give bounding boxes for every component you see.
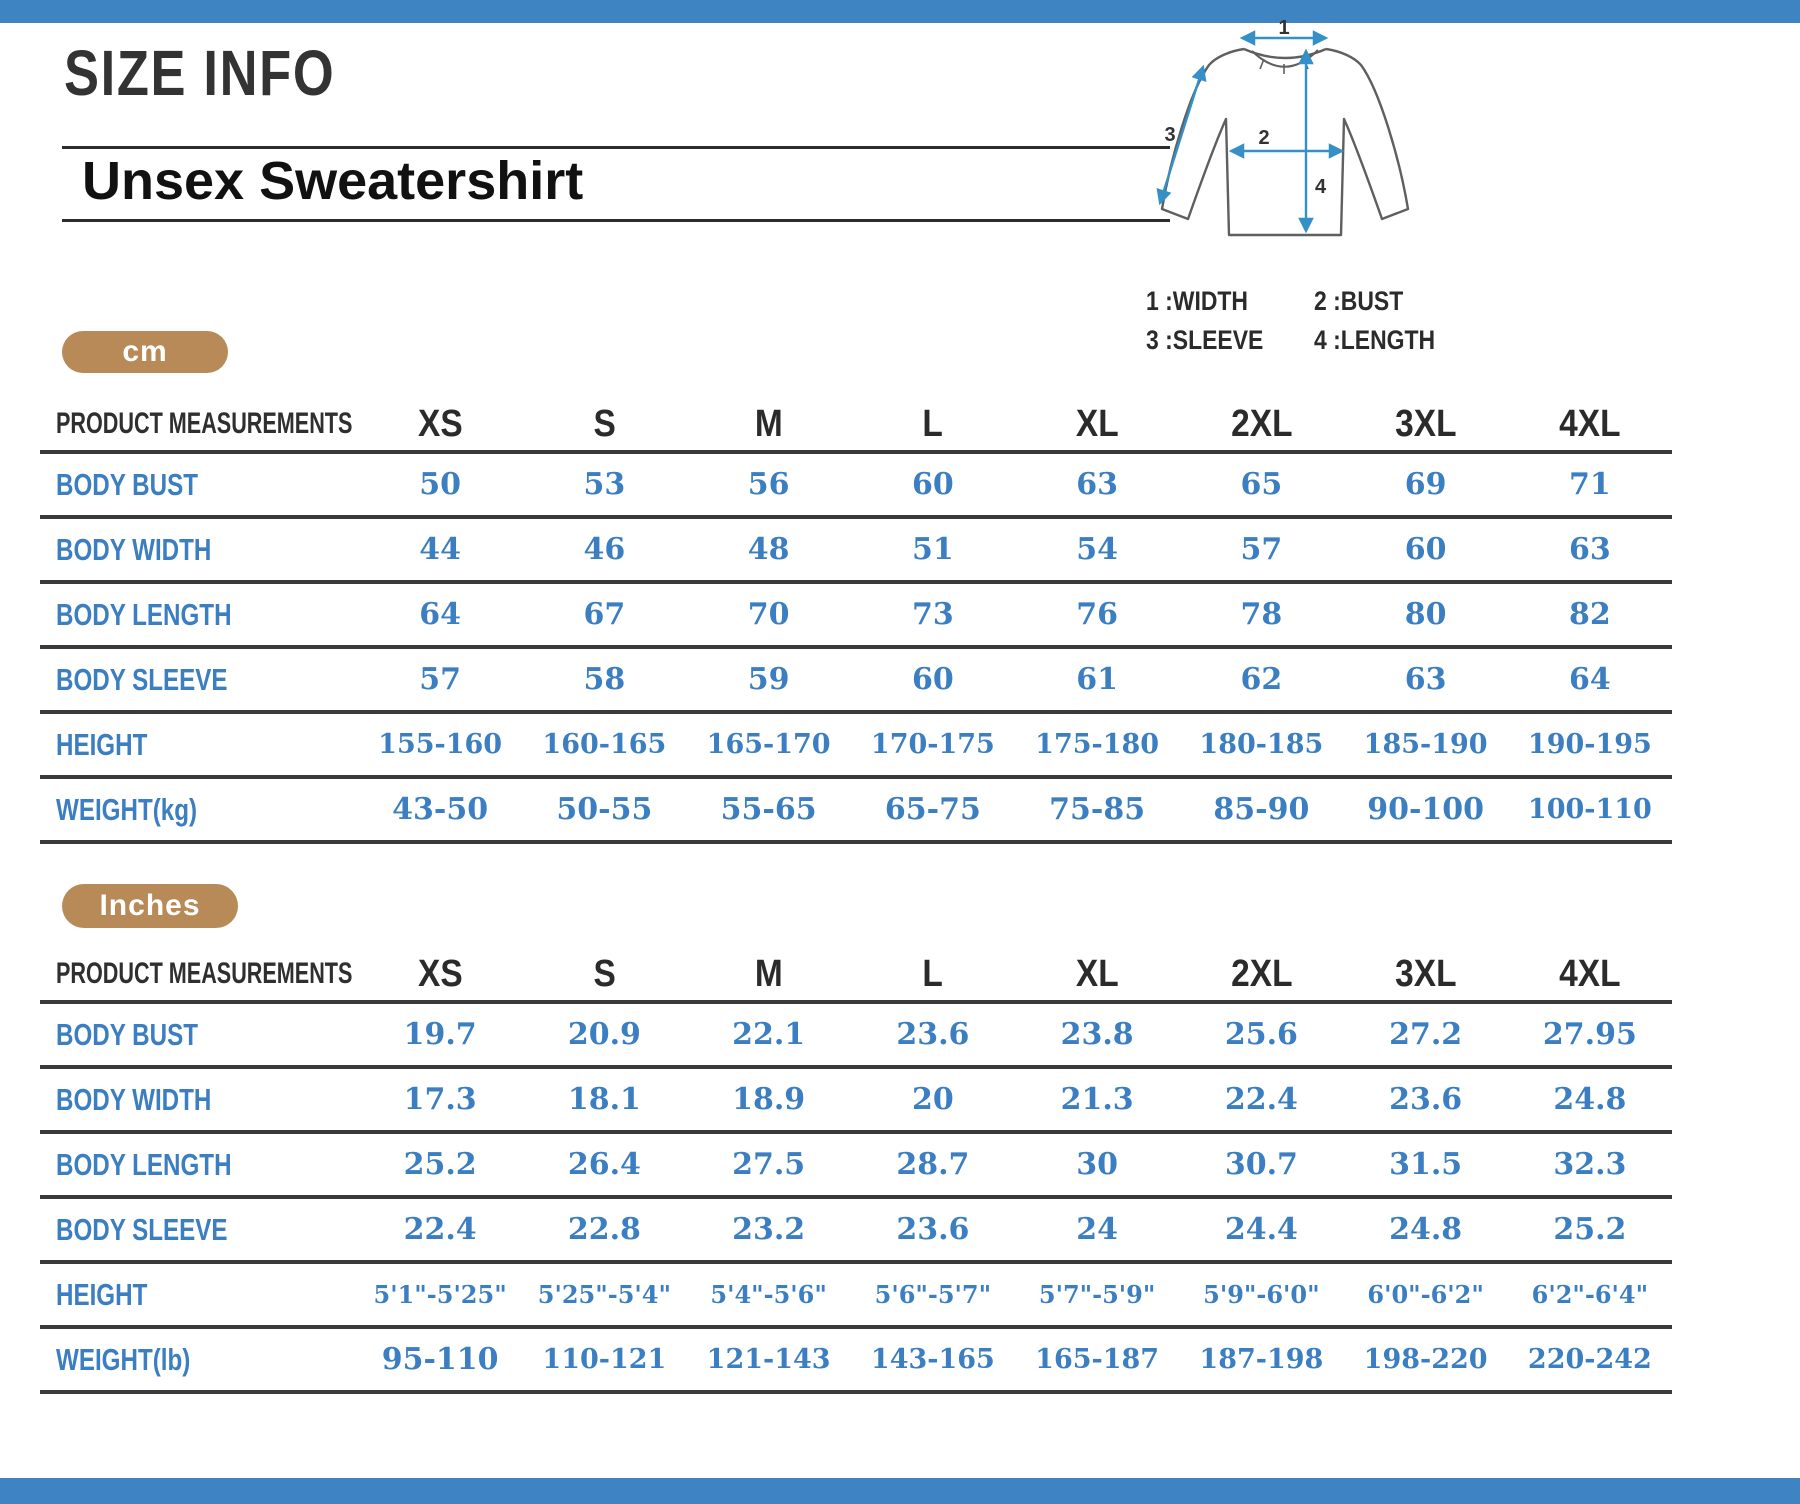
size-column-header: L: [922, 952, 944, 995]
row-label: HEIGHT: [56, 1276, 148, 1312]
measurement-value: 30: [1076, 1147, 1118, 1182]
row-label: BODY BUST: [56, 1016, 198, 1052]
measurement-value: 50: [419, 467, 461, 502]
measurement-value: 63: [1569, 532, 1611, 567]
measurement-value: 67: [583, 597, 626, 632]
size-column-header: XL: [1075, 402, 1119, 445]
size-column-header: M: [754, 952, 783, 995]
measurement-value: 80: [1404, 597, 1447, 632]
size-table-inches: [40, 948, 1672, 1394]
page-title: SIZE INFO: [64, 37, 336, 109]
table-row: [40, 1067, 1672, 1132]
measurement-value: 48: [747, 532, 790, 567]
measurement-value: 28.7: [896, 1147, 970, 1182]
measurement-value: 143-165: [870, 1344, 995, 1375]
size-column-header: S: [593, 952, 616, 995]
measurement-value: 18.1: [567, 1082, 641, 1117]
measurement-value: 180-185: [1199, 729, 1324, 760]
size-column-header: 2XL: [1230, 952, 1293, 995]
measurement-value: 57: [1240, 532, 1283, 567]
measurement-value: 23.2: [732, 1212, 806, 1247]
measurement-value: 17.3: [403, 1082, 477, 1117]
measurement-value: 23.6: [896, 1017, 970, 1052]
measurement-value: 121-143: [706, 1344, 831, 1375]
sweatshirt-diagram: [1112, 20, 1448, 276]
unit-badge-cm: cm: [62, 331, 228, 373]
measurement-value: 78: [1240, 597, 1283, 632]
measurement-value: 110-121: [542, 1344, 667, 1375]
measurement-value: 20.9: [567, 1017, 641, 1052]
measurement-value: 175-180: [1035, 729, 1160, 760]
measurement-value: 31.5: [1389, 1147, 1463, 1182]
measurement-legend: [1146, 286, 1457, 356]
measurement-value: 60: [1404, 532, 1447, 567]
measurement-value: 25.6: [1224, 1017, 1298, 1052]
size-table-cm: [40, 398, 1672, 844]
measurement-value: 63: [1076, 467, 1118, 502]
measurement-value: 57: [419, 662, 461, 697]
row-label: BODY WIDTH: [56, 1081, 212, 1117]
measurement-value: 6'0"-6'2": [1367, 1280, 1484, 1309]
arrow-label-4: 4: [1315, 176, 1327, 198]
measurement-value: 26.4: [567, 1147, 641, 1182]
size-column-header: XS: [417, 402, 463, 445]
measurement-value: 46: [583, 532, 626, 567]
measurement-value: 63: [1404, 662, 1447, 697]
measurement-value: 198-220: [1363, 1344, 1488, 1375]
row-label: BODY SLEEVE: [56, 661, 228, 697]
measurement-value: 65-75: [884, 792, 981, 827]
measurement-value: 6'2"-6'4": [1531, 1280, 1649, 1309]
measurement-value: 5'7"-5'9": [1038, 1280, 1156, 1309]
table-row: [40, 1327, 1672, 1392]
table-row: [40, 712, 1672, 777]
measurement-value: 24.8: [1553, 1082, 1627, 1117]
measurement-value: 24: [1076, 1212, 1118, 1247]
measurement-value: 24.8: [1389, 1212, 1463, 1247]
measurement-value: 19.7: [403, 1017, 477, 1052]
measurement-value: 76: [1076, 597, 1118, 632]
measurement-value: 82: [1569, 597, 1611, 632]
measurement-value: 170-175: [870, 729, 995, 760]
table-header-label: PRODUCT MEASUREMENTS: [56, 407, 353, 440]
measurement-value: 54: [1076, 532, 1118, 567]
measurement-value: 75-85: [1049, 792, 1146, 827]
measurement-value: 50-55: [556, 792, 653, 827]
legend-item-length: 4 :LENGTH: [1314, 325, 1436, 355]
table-row: [40, 777, 1672, 842]
measurement-value: 70: [747, 597, 790, 632]
measurement-value: 23.6: [1389, 1082, 1463, 1117]
row-label: WEIGHT(lb): [56, 1341, 191, 1377]
table-row: [40, 1132, 1672, 1197]
measurement-value: 5'4"-5'6": [710, 1280, 827, 1309]
measurement-value: 22.8: [567, 1212, 641, 1247]
table-row: [40, 1002, 1672, 1067]
size-column-header: 3XL: [1394, 952, 1457, 995]
measurement-value: 22.4: [1224, 1082, 1298, 1117]
measurement-value: 27.5: [732, 1147, 806, 1182]
sweatshirt-measurement-drawing: [1112, 20, 1448, 276]
measurement-value: 22.4: [403, 1212, 477, 1247]
measurement-value: 25.2: [403, 1147, 477, 1182]
size-column-header: XS: [417, 952, 463, 995]
unit-badge-inches: Inches: [62, 884, 238, 928]
table-row: [40, 647, 1672, 712]
measurement-value: 220-242: [1527, 1344, 1652, 1375]
measurement-value: 25.2: [1553, 1212, 1627, 1247]
measurement-value: 44: [419, 532, 461, 567]
measurement-value: 64: [419, 597, 461, 632]
measurement-value: 165-187: [1035, 1344, 1160, 1375]
row-label: HEIGHT: [56, 726, 148, 762]
size-column-header: 2XL: [1230, 402, 1293, 445]
row-label: BODY SLEEVE: [56, 1211, 228, 1247]
row-label: BODY BUST: [56, 466, 198, 502]
arrow-label-1: 1: [1278, 20, 1290, 39]
measurement-value: 58: [583, 662, 626, 697]
measurement-value: 187-198: [1199, 1344, 1324, 1375]
measurement-value: 56: [747, 467, 790, 502]
arrow-label-3: 3: [1164, 124, 1176, 146]
size-column-header: S: [593, 402, 616, 445]
table-row: [40, 517, 1672, 582]
legend-item-width: 1 :WIDTH: [1146, 286, 1248, 316]
measurement-value: 21.3: [1060, 1082, 1134, 1117]
measurement-value: 24.4: [1224, 1212, 1298, 1247]
measurement-value: 73: [912, 597, 954, 632]
bottom-border-bar: [0, 1478, 1800, 1504]
table-row: [40, 1262, 1672, 1327]
table-row: [40, 452, 1672, 517]
measurement-value: 160-165: [542, 729, 667, 760]
measurement-value: 23.8: [1060, 1017, 1134, 1052]
top-border-bar: [0, 0, 1800, 23]
measurement-value: 85-90: [1213, 792, 1310, 827]
legend-item-bust: 2 :BUST: [1314, 286, 1404, 316]
product-name: Unsex Sweatershirt: [82, 151, 584, 211]
measurement-value: 60: [912, 467, 954, 502]
measurement-value: 5'9"-6'0": [1203, 1280, 1320, 1309]
measurement-value: 55-65: [720, 792, 817, 827]
size-column-header: 4XL: [1559, 952, 1621, 995]
measurement-value: 61: [1076, 662, 1118, 697]
size-column-header: 4XL: [1559, 402, 1621, 445]
measurement-value: 60: [912, 662, 954, 697]
row-label: BODY LENGTH: [56, 1146, 232, 1182]
table-row: [40, 1197, 1672, 1262]
measurement-value: 32.3: [1553, 1147, 1627, 1182]
measurement-value: 27.95: [1542, 1017, 1637, 1052]
row-label: BODY WIDTH: [56, 531, 212, 567]
measurement-value: 23.6: [896, 1212, 970, 1247]
measurement-value: 69: [1404, 467, 1447, 502]
measurement-value: 71: [1569, 467, 1611, 502]
measurement-value: 165-170: [706, 729, 831, 760]
legend-item-sleeve: 3 :SLEEVE: [1146, 325, 1264, 355]
measurement-value: 90-100: [1367, 792, 1485, 827]
row-label: BODY LENGTH: [56, 596, 232, 632]
measurement-value: 62: [1240, 662, 1283, 697]
measurement-value: 43-50: [392, 792, 489, 827]
size-column-header: 3XL: [1394, 402, 1457, 445]
size-column-header: XL: [1075, 952, 1119, 995]
divider-line-bottom: [62, 219, 1170, 222]
row-label: WEIGHT(kg): [56, 791, 198, 827]
measurement-value: 95-110: [381, 1342, 499, 1377]
measurement-value: 20: [912, 1082, 954, 1117]
measurement-value: 65: [1240, 467, 1283, 502]
measurement-value: 155-160: [378, 729, 503, 760]
measurement-value: 22.1: [732, 1017, 806, 1052]
measurement-value: 59: [747, 662, 790, 697]
measurement-value: 64: [1569, 662, 1611, 697]
table-header-label: PRODUCT MEASUREMENTS: [56, 957, 353, 990]
measurement-value: 5'1"-5'25": [373, 1280, 507, 1309]
table-row: [40, 582, 1672, 647]
measurement-value: 51: [912, 532, 954, 567]
size-column-header: M: [754, 402, 783, 445]
measurement-value: 100-110: [1527, 794, 1652, 825]
measurement-value: 53: [583, 467, 626, 502]
arrow-label-2: 2: [1258, 127, 1270, 149]
divider-line-top: [62, 146, 1170, 149]
measurement-value: 5'25"-5'4": [537, 1280, 671, 1309]
measurement-value: 27.2: [1389, 1017, 1463, 1052]
measurement-value: 30.7: [1224, 1147, 1298, 1182]
measurement-value: 18.9: [732, 1082, 806, 1117]
measurement-value: 5'6"-5'7": [874, 1280, 992, 1309]
measurement-value: 190-195: [1527, 729, 1652, 760]
measurement-value: 185-190: [1363, 729, 1488, 760]
size-column-header: L: [922, 402, 944, 445]
